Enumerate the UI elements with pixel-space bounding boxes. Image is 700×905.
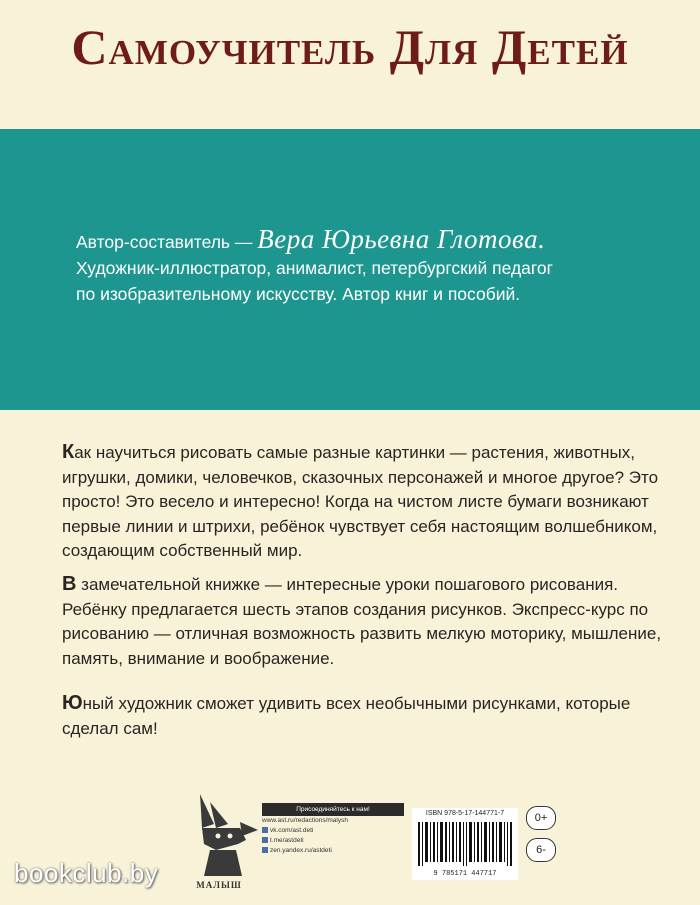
author-bio-line1: Художник-иллюстратор, анималист, петербургский педагог xyxy=(76,258,554,278)
telegram-link[interactable] xyxy=(262,836,404,846)
barcode-icon xyxy=(418,822,512,866)
age-mark-badge: 6- xyxy=(526,838,556,862)
zen-link-text: zen.yandex.ru/astdeti xyxy=(270,847,332,854)
site-link[interactable]: www.ast.ru/redactions/malysh xyxy=(262,817,348,824)
vk-icon xyxy=(262,827,268,833)
social-links xyxy=(262,803,404,856)
drop-cap: Ю xyxy=(62,692,83,714)
barcode-digits: 9 785171 447717 xyxy=(433,870,497,878)
telegram-link-text: t.me/astdeti xyxy=(270,837,304,844)
isbn-number: ISBN 978-5-17-144771-7 xyxy=(425,810,505,817)
drop-cap: К xyxy=(62,441,75,463)
telegram-icon xyxy=(262,837,268,843)
zen-link[interactable] xyxy=(262,846,404,856)
zen-icon xyxy=(262,847,268,853)
paragraph-text: ный художник сможет удивить всех необычными рисунками, которые сделал сам! xyxy=(62,694,631,738)
author-line xyxy=(76,226,676,255)
watermark: bookclub.by xyxy=(14,858,159,888)
join-banner: Присоединяйтесь к нам! xyxy=(262,803,404,816)
vk-link-text: vk.com/ast.deti xyxy=(270,827,314,834)
book-title: Самоучитель Для Детей xyxy=(71,19,629,75)
paragraph-text: замечательной книжке — интересные уроки пошагового рисования. Ребёнку предлагается шесть этапов создания рисунков. Экспресс-курс по рисованию — отличная возможность развить мелкую моторику, мышление, память, внимание и воображение. xyxy=(62,575,662,668)
author-bio-line2: по изобразительному искусству. Автор книг и пособий. xyxy=(76,284,521,304)
author-block xyxy=(76,226,676,307)
isbn-barcode-box xyxy=(412,808,518,880)
description-paragraph-2 xyxy=(62,572,682,671)
author-prefix: Автор-составитель — xyxy=(76,232,258,252)
author-name-suffix: . xyxy=(538,224,546,254)
author-name: Вера Юрьевна Глотова xyxy=(257,224,539,254)
vk-link[interactable] xyxy=(262,826,404,836)
description-paragraph-3 xyxy=(62,691,682,741)
age-rating-badge: 0+ xyxy=(526,806,556,830)
drop-cap: В xyxy=(62,573,77,595)
publisher-logo-text: МАЛЫШ xyxy=(196,880,242,890)
paragraph-text: ак научиться рисовать самые разные картинки — растения, животных, игрушки, домики, человечков, сказочных персонажей и многое другое? Это просто! Это весело и интересно! Когда на чистом листе бумаги возникают первые линии и штрихи, ребёнок чувствует себя настоящим волшебником, создающим собственный мир. xyxy=(62,443,659,560)
publisher-logo-icon xyxy=(180,784,262,882)
description-paragraph-1 xyxy=(62,440,682,564)
